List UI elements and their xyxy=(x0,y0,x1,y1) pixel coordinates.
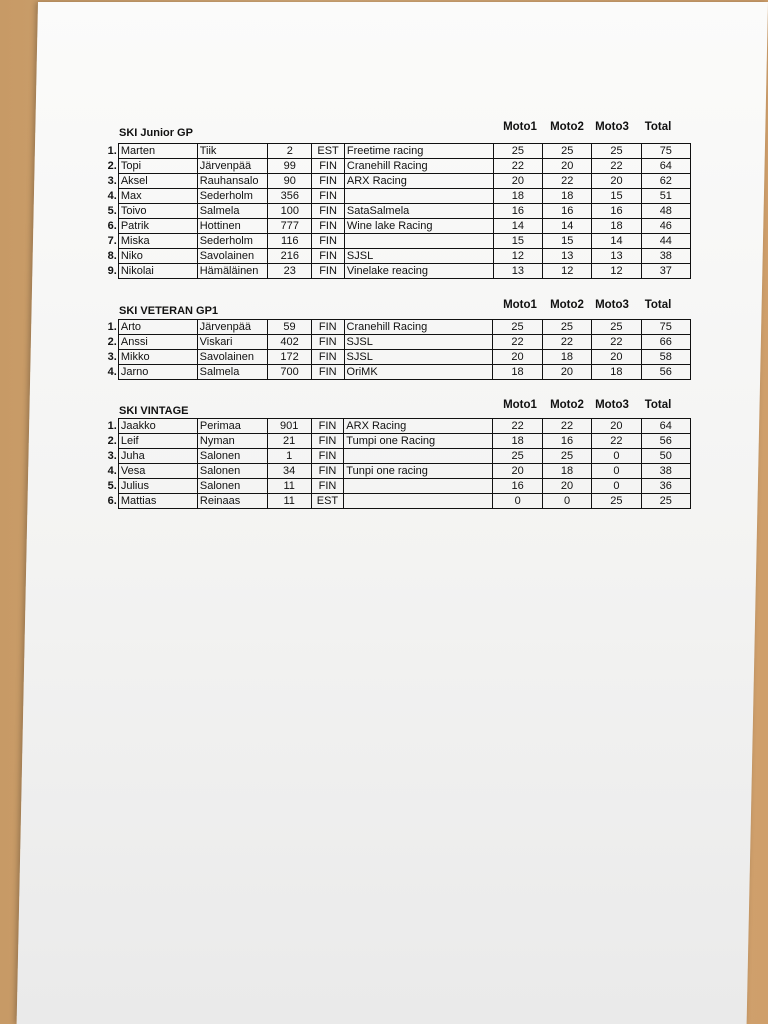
moto1-points: 12 xyxy=(493,249,542,264)
total-points: 66 xyxy=(641,335,690,350)
table-row xyxy=(103,320,691,335)
total-points: 25 xyxy=(641,494,690,509)
last-name: Rauhansalo xyxy=(197,174,268,189)
total-points: 46 xyxy=(641,219,690,234)
first-name: Topi xyxy=(118,159,197,174)
race-number: 700 xyxy=(268,365,312,380)
rider-rank: 7. xyxy=(107,235,117,247)
header-moto1: Moto1 xyxy=(503,121,537,133)
moto3-points: 0 xyxy=(592,464,641,479)
last-name: Hämäläinen xyxy=(197,264,268,279)
total-points: 36 xyxy=(641,479,690,494)
team-name: SJSL xyxy=(344,335,493,350)
nationality: FIN xyxy=(311,419,344,434)
moto1-points: 25 xyxy=(493,449,542,464)
table-row xyxy=(103,249,691,264)
nationality: FIN xyxy=(311,449,344,464)
last-name: Salonen xyxy=(197,479,267,494)
first-name: Arto xyxy=(118,320,197,335)
moto3-points: 20 xyxy=(592,174,641,189)
nationality: EST xyxy=(312,144,345,159)
team-name xyxy=(344,479,493,494)
moto2-points: 20 xyxy=(542,365,591,380)
last-name: Viskari xyxy=(197,335,267,350)
moto2-points: 18 xyxy=(543,189,592,204)
race-number: 11 xyxy=(267,479,311,494)
total-points: 48 xyxy=(641,204,690,219)
moto3-points: 25 xyxy=(592,494,641,509)
first-name: Patrik xyxy=(118,219,197,234)
section-title: SKI VETERAN GP1 xyxy=(119,305,219,317)
nationality: FIN xyxy=(312,204,345,219)
table-row xyxy=(103,234,691,249)
moto2-points: 25 xyxy=(543,144,592,159)
moto2-points: 22 xyxy=(542,419,591,434)
team-name xyxy=(344,494,493,509)
moto1-points: 0 xyxy=(493,494,542,509)
nationality: FIN xyxy=(312,189,345,204)
race-number: 777 xyxy=(268,219,312,234)
team-name: OriMK xyxy=(344,365,493,380)
header-moto3: Moto3 xyxy=(595,299,629,311)
race-number: 34 xyxy=(267,464,311,479)
first-name: Nikolai xyxy=(118,264,197,279)
race-number: 402 xyxy=(268,335,312,350)
moto2-points: 20 xyxy=(542,479,591,494)
section-title: SKI VINTAGE xyxy=(119,405,189,417)
race-number: 23 xyxy=(268,264,312,279)
first-name: Niko xyxy=(118,249,197,264)
table-row xyxy=(103,434,691,449)
moto3-points: 22 xyxy=(592,335,641,350)
moto2-points: 14 xyxy=(543,219,592,234)
race-number: 116 xyxy=(268,234,312,249)
race-number: 90 xyxy=(268,174,312,189)
first-name: Miska xyxy=(118,234,197,249)
last-name: Sederholm xyxy=(197,189,268,204)
moto1-points: 25 xyxy=(493,320,542,335)
team-name: ARX Racing xyxy=(344,174,493,189)
moto1-points: 18 xyxy=(493,189,542,204)
moto3-points: 12 xyxy=(592,264,641,279)
total-points: 64 xyxy=(641,419,690,434)
rider-rank: 1. xyxy=(107,321,117,333)
nationality: FIN xyxy=(312,350,345,365)
moto2-points: 16 xyxy=(543,204,592,219)
last-name: Salmela xyxy=(197,365,267,380)
total-points: 51 xyxy=(641,189,690,204)
team-name xyxy=(344,189,493,204)
first-name: Vesa xyxy=(118,464,197,479)
team-name: Tumpi one Racing xyxy=(344,434,493,449)
section-title: SKI Junior GP xyxy=(119,127,193,139)
results-table xyxy=(103,418,691,509)
rider-rank: 4. xyxy=(107,366,117,378)
last-name: Hottinen xyxy=(197,219,268,234)
table-row xyxy=(103,189,691,204)
last-name: Tiik xyxy=(197,144,268,159)
moto2-points: 22 xyxy=(543,174,592,189)
moto1-points: 16 xyxy=(493,479,542,494)
team-name: Vinelake reacing xyxy=(344,264,493,279)
moto3-points: 0 xyxy=(592,479,641,494)
race-number: 356 xyxy=(268,189,312,204)
last-name: Nyman xyxy=(197,434,267,449)
last-name: Savolainen xyxy=(197,249,268,264)
moto1-points: 22 xyxy=(493,159,542,174)
nationality: FIN xyxy=(312,365,345,380)
last-name: Sederholm xyxy=(197,234,268,249)
moto1-points: 20 xyxy=(493,174,542,189)
moto1-points: 25 xyxy=(493,144,542,159)
team-name xyxy=(344,449,493,464)
race-number: 1 xyxy=(267,449,311,464)
nationality: FIN xyxy=(311,464,344,479)
header-moto3: Moto3 xyxy=(595,121,629,133)
table-row xyxy=(103,174,691,189)
rider-rank: 5. xyxy=(107,205,117,217)
table-row xyxy=(103,264,691,279)
race-number: 11 xyxy=(267,494,311,509)
last-name: Järvenpää xyxy=(197,320,267,335)
nationality: FIN xyxy=(312,335,345,350)
moto3-points: 22 xyxy=(592,159,641,174)
rider-rank: 6. xyxy=(107,220,117,232)
rider-rank: 3. xyxy=(107,351,117,363)
total-points: 75 xyxy=(641,144,690,159)
table-row xyxy=(103,219,691,234)
first-name: Toivo xyxy=(118,204,197,219)
header-moto1: Moto1 xyxy=(503,399,537,411)
rider-rank: 1. xyxy=(107,145,117,157)
table-row xyxy=(103,365,691,380)
total-points: 44 xyxy=(641,234,690,249)
total-points: 58 xyxy=(641,350,690,365)
rider-rank: 2. xyxy=(107,336,117,348)
table-row xyxy=(103,204,691,219)
moto3-points: 18 xyxy=(592,365,641,380)
results-table xyxy=(103,143,691,279)
first-name: Mattias xyxy=(118,494,197,509)
rider-rank: 4. xyxy=(107,465,117,477)
header-total: Total xyxy=(644,299,672,311)
moto1-points: 20 xyxy=(493,464,542,479)
team-name: Tunpi one racing xyxy=(344,464,493,479)
race-number: 216 xyxy=(268,249,312,264)
team-name xyxy=(344,234,493,249)
team-name: ARX Racing xyxy=(344,419,493,434)
first-name: Leif xyxy=(118,434,197,449)
team-name: SataSalmela xyxy=(344,204,493,219)
nationality: FIN xyxy=(311,479,344,494)
moto3-points: 14 xyxy=(592,234,641,249)
last-name: Salonen xyxy=(197,449,267,464)
total-points: 50 xyxy=(641,449,690,464)
rider-rank: 5. xyxy=(107,480,117,492)
header-moto2: Moto2 xyxy=(550,121,584,133)
moto2-points: 25 xyxy=(542,320,591,335)
moto2-points: 20 xyxy=(543,159,592,174)
moto3-points: 25 xyxy=(592,144,641,159)
moto1-points: 22 xyxy=(493,419,542,434)
header-moto2: Moto2 xyxy=(550,299,584,311)
rider-rank: 1. xyxy=(107,420,117,432)
first-name: Max xyxy=(118,189,197,204)
last-name: Järvenpää xyxy=(197,159,268,174)
moto1-points: 16 xyxy=(493,204,542,219)
race-number: 172 xyxy=(268,350,312,365)
total-points: 75 xyxy=(641,320,690,335)
moto1-points: 13 xyxy=(493,264,542,279)
moto2-points: 0 xyxy=(542,494,591,509)
moto3-points: 16 xyxy=(592,204,641,219)
team-name: Cranehill Racing xyxy=(344,320,493,335)
header-total: Total xyxy=(644,121,672,133)
first-name: Marten xyxy=(118,144,197,159)
last-name: Savolainen xyxy=(197,350,267,365)
first-name: Jaakko xyxy=(118,419,197,434)
header-moto1: Moto1 xyxy=(503,299,537,311)
total-points: 37 xyxy=(641,264,690,279)
moto3-points: 22 xyxy=(592,434,641,449)
moto1-points: 18 xyxy=(493,434,542,449)
nationality: FIN xyxy=(312,249,345,264)
race-number: 901 xyxy=(267,419,311,434)
rider-rank: 2. xyxy=(107,435,117,447)
table-row xyxy=(103,479,691,494)
moto2-points: 16 xyxy=(542,434,591,449)
table-row xyxy=(103,144,691,159)
team-name: Freetime racing xyxy=(344,144,493,159)
team-name: SJSL xyxy=(344,249,493,264)
last-name: Reinaas xyxy=(197,494,267,509)
nationality: FIN xyxy=(312,174,345,189)
race-number: 59 xyxy=(268,320,312,335)
nationality: EST xyxy=(311,494,344,509)
moto3-points: 20 xyxy=(592,350,641,365)
moto3-points: 18 xyxy=(592,219,641,234)
header-moto2: Moto2 xyxy=(550,399,584,411)
race-number: 100 xyxy=(268,204,312,219)
table-row xyxy=(103,335,691,350)
moto2-points: 13 xyxy=(543,249,592,264)
moto2-points: 22 xyxy=(542,335,591,350)
moto1-points: 18 xyxy=(493,365,542,380)
total-points: 56 xyxy=(641,434,690,449)
moto1-points: 22 xyxy=(493,335,542,350)
table-row xyxy=(103,464,691,479)
first-name: Mikko xyxy=(118,350,197,365)
rider-rank: 9. xyxy=(107,265,117,277)
rider-rank: 4. xyxy=(107,190,117,202)
results-table xyxy=(103,319,691,380)
nationality: FIN xyxy=(312,234,345,249)
total-points: 64 xyxy=(641,159,690,174)
race-number: 21 xyxy=(267,434,311,449)
table-row xyxy=(103,494,691,509)
header-moto3: Moto3 xyxy=(595,399,629,411)
table-row xyxy=(103,159,691,174)
moto3-points: 13 xyxy=(592,249,641,264)
nationality: FIN xyxy=(312,320,345,335)
rider-rank: 3. xyxy=(107,175,117,187)
moto1-points: 15 xyxy=(493,234,542,249)
last-name: Salonen xyxy=(197,464,267,479)
moto3-points: 15 xyxy=(592,189,641,204)
moto3-points: 25 xyxy=(592,320,641,335)
race-number: 2 xyxy=(268,144,312,159)
header-total: Total xyxy=(644,399,672,411)
table-row xyxy=(103,419,691,434)
moto2-points: 18 xyxy=(542,350,591,365)
total-points: 38 xyxy=(641,464,690,479)
moto2-points: 25 xyxy=(542,449,591,464)
total-points: 38 xyxy=(641,249,690,264)
first-name: Julius xyxy=(118,479,197,494)
moto1-points: 20 xyxy=(493,350,542,365)
moto2-points: 18 xyxy=(542,464,591,479)
nationality: FIN xyxy=(312,219,345,234)
team-name: Wine lake Racing xyxy=(344,219,493,234)
nationality: FIN xyxy=(312,159,345,174)
table-row xyxy=(103,449,691,464)
total-points: 56 xyxy=(641,365,690,380)
rider-rank: 6. xyxy=(107,495,117,507)
table-row xyxy=(103,350,691,365)
first-name: Jarno xyxy=(118,365,197,380)
moto2-points: 12 xyxy=(543,264,592,279)
first-name: Aksel xyxy=(118,174,197,189)
last-name: Perimaa xyxy=(197,419,267,434)
moto1-points: 14 xyxy=(493,219,542,234)
moto3-points: 0 xyxy=(592,449,641,464)
rider-rank: 3. xyxy=(107,450,117,462)
race-number: 99 xyxy=(268,159,312,174)
moto3-points: 20 xyxy=(592,419,641,434)
first-name: Anssi xyxy=(118,335,197,350)
total-points: 62 xyxy=(641,174,690,189)
team-name: SJSL xyxy=(344,350,493,365)
team-name: Cranehill Racing xyxy=(344,159,493,174)
rider-rank: 8. xyxy=(107,250,117,262)
rider-rank: 2. xyxy=(107,160,117,172)
moto2-points: 15 xyxy=(543,234,592,249)
first-name: Juha xyxy=(118,449,197,464)
nationality: FIN xyxy=(311,434,344,449)
nationality: FIN xyxy=(312,264,345,279)
last-name: Salmela xyxy=(197,204,268,219)
